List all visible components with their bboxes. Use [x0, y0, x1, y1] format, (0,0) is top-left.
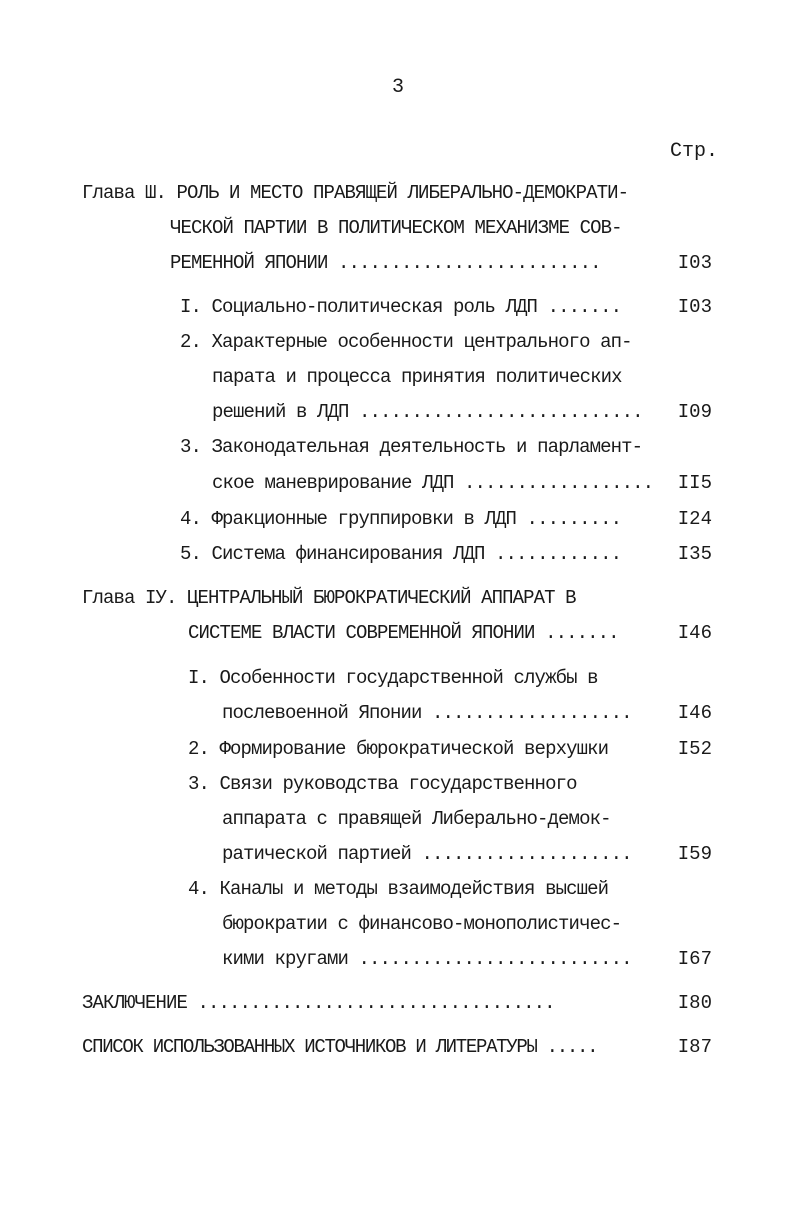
chapter-4-section-1-line-1: I. Особенности государственной службы в — [188, 667, 598, 689]
chapter-4-section-3-line-3: ратической партией .................... — [222, 843, 632, 865]
conclusion-entry: ЗАКЛЮЧЕНИЕ .................................. — [82, 992, 555, 1014]
chapter-3-section-5-page: I35 — [677, 543, 712, 565]
chapter-3-section-3-line-2: ское маневрирование ЛДП .................. — [212, 472, 654, 494]
chapter-3-section-3-page: II5 — [677, 472, 712, 494]
chapter-4-section-2-page: I52 — [677, 738, 712, 760]
chapter-3-section-1-page: I03 — [677, 296, 712, 318]
chapter-3-section-5: 5. Система финансирования ЛДП ............ — [180, 543, 622, 565]
chapter-3-title-line-3: РЕМЕННОЙ ЯПОНИИ ......................... — [170, 252, 601, 274]
chapter-4-section-2: 2. Формирование бюрократической верхушки — [188, 738, 609, 760]
page-column-header: Стр. — [670, 140, 719, 163]
page-number: 3 — [392, 76, 405, 99]
chapter-4-page: I46 — [677, 622, 712, 644]
chapter-3-title-line-2: ЧЕСКОЙ ПАРТИИ В ПОЛИТИЧЕСКОМ МЕХАНИЗМЕ СОВ- — [170, 217, 622, 239]
chapter-3-section-4: 4. Фракционные группировки в ЛДП ......... — [180, 508, 622, 530]
chapter-3-section-2-line-3: решений в ЛДП ........................... — [212, 401, 643, 423]
chapter-3-section-1: I. Социально-политическая роль ЛДП ....... — [180, 296, 622, 318]
chapter-3-section-2-line-2: парата и процесса принятия политических — [212, 366, 622, 388]
chapter-4-section-3-line-2: аппарата с правящей Либерально-демок- — [222, 808, 611, 830]
chapter-4-section-4-line-2: бюрократии с финансово-монополистичес- — [222, 913, 622, 935]
conclusion-page: I80 — [677, 992, 712, 1014]
chapter-4-section-1-line-2: послевоенной Японии ................... — [222, 702, 632, 724]
chapter-3-section-2-line-1: 2. Характерные особенности центрального ап- — [180, 331, 632, 353]
bibliography-entry: СПИСОК ИСПОЛЬЗОВАННЫХ ИСТОЧНИКОВ И ЛИТЕРАТУРЫ ..... — [82, 1036, 598, 1058]
chapter-4-section-4-page: I67 — [677, 948, 712, 970]
chapter-4-title-line-1: Глава IУ. ЦЕНТРАЛЬНЫЙ БЮРОКРАТИЧЕСКИЙ АППАРАТ В — [82, 587, 576, 609]
chapter-4-section-4-line-1: 4. Каналы и методы взаимодействия высшей — [188, 878, 609, 900]
chapter-3-page: I03 — [677, 252, 712, 274]
chapter-3-section-2-page: I09 — [677, 401, 712, 423]
chapter-4-section-1-page: I46 — [677, 702, 712, 724]
chapter-4-section-3-line-1: 3. Связи руководства государственного — [188, 773, 577, 795]
chapter-4-section-3-page: I59 — [677, 843, 712, 865]
chapter-4-title-line-2: СИСТЕМЕ ВЛАСТИ СОВРЕМЕННОЙ ЯПОНИИ ....... — [188, 622, 619, 644]
chapter-3-section-3-line-1: 3. Законодательная деятельность и парламент- — [180, 436, 643, 458]
chapter-4-section-4-line-3: кими кругами .......................... — [222, 948, 632, 970]
chapter-3-title-line-1: Глава Ш. РОЛЬ И МЕСТО ПРАВЯЩЕЙ ЛИБЕРАЛЬНО-ДЕМОКРАТИ- — [82, 182, 629, 204]
bibliography-page: I87 — [677, 1036, 712, 1058]
chapter-3-section-4-page: I24 — [677, 508, 712, 530]
